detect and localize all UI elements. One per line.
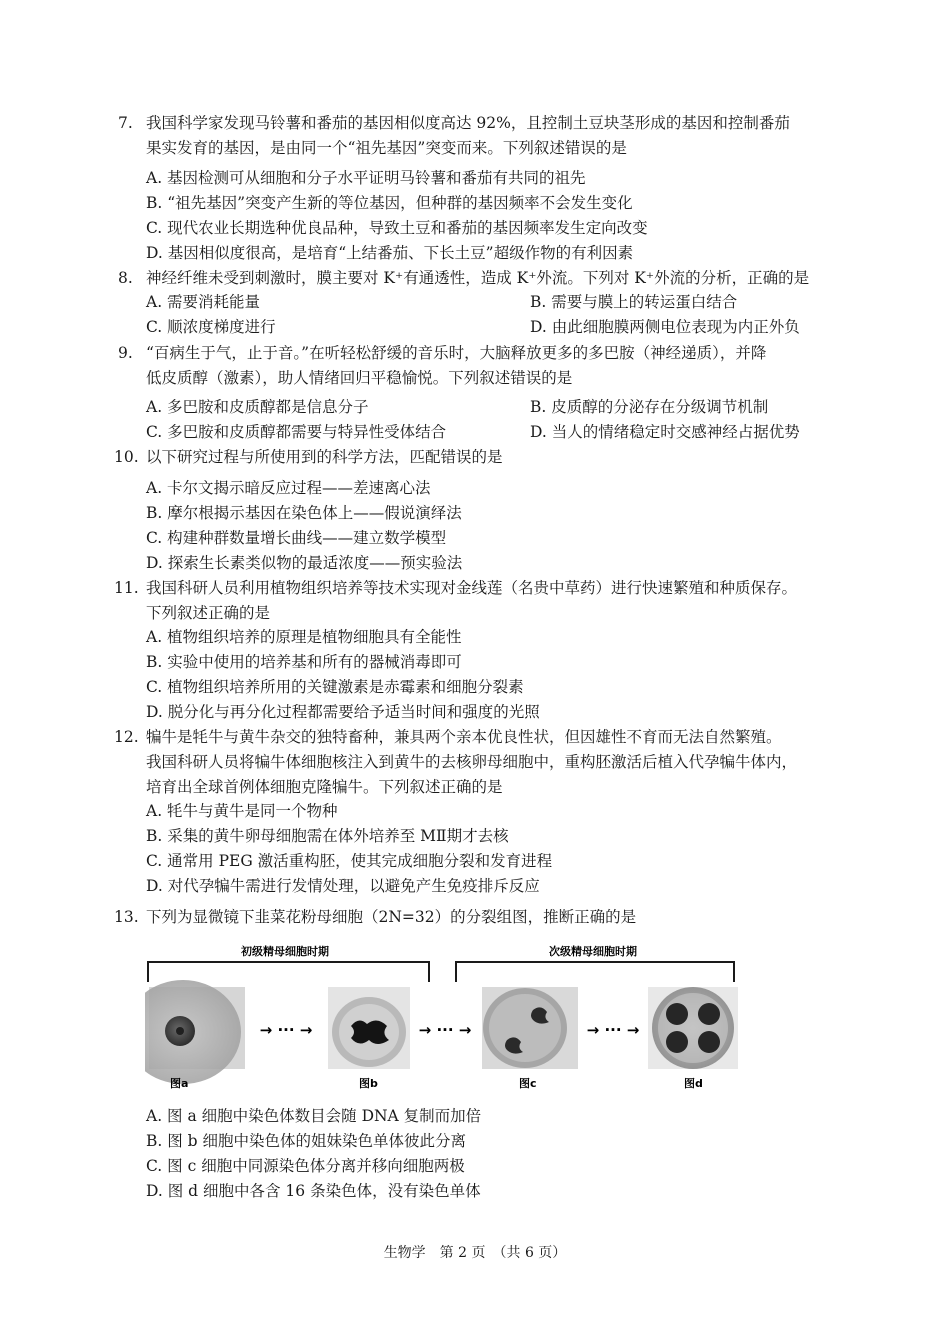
q9-stem-line1: “百病生于气，止于音。”在听轻松舒缓的音乐时，大脑释放更多的多巴胺（神经递质），并降 <box>146 344 767 362</box>
q7-option-a: A. 基因检测可从细胞和分子水平证明马铃薯和番茄有共同的祖先 <box>146 169 586 187</box>
q9-number: 9. <box>118 344 133 362</box>
q9-option-c: C. 多巴胺和皮质醇都需要与特异性受体结合 <box>146 423 447 441</box>
cell-division-figure <box>145 940 745 1100</box>
q11-number: 11. <box>114 579 139 597</box>
q10-number: 10. <box>114 448 139 466</box>
q13-number: 13. <box>114 908 139 926</box>
q8-option-a: A. 需要消耗能量 <box>146 293 261 311</box>
q7-stem-line2: 果实发育的基因，是由同一个“祖先基因”突变而来。下列叙述错误的是 <box>146 139 627 157</box>
panel-c <box>482 987 578 1069</box>
bracket-primary <box>148 962 429 982</box>
caption-b: 图b <box>359 1077 378 1090</box>
q12-number: 12. <box>114 728 139 746</box>
q8-option-c: C. 顺浓度梯度进行 <box>146 318 276 336</box>
caption-a: 图a <box>170 1077 189 1090</box>
q8-option-d: D. 由此细胞膜两侧电位表现为内正外负 <box>530 318 800 336</box>
panel-d <box>648 987 738 1069</box>
q11-option-d: D. 脱分化与再分化过程都需要给予适当时间和强度的光照 <box>146 703 540 721</box>
q12-stem-line3: 培育出全球首例体细胞克隆犏牛。下列叙述正确的是 <box>146 778 503 796</box>
caption-c: 图c <box>519 1077 537 1090</box>
q11-stem-line1: 我国科研人员利用植物组织培养等技术实现对金线莲（名贵中草药）进行快速繁殖和种质保存。 <box>146 579 798 597</box>
q9-option-b: B. 皮质醇的分泌存在分级调节机制 <box>530 398 769 416</box>
q10-option-b: B. 摩尔根揭示基因在染色体上——假说演绎法 <box>146 504 462 522</box>
q12-stem-line2: 我国科研人员将犏牛体细胞核注入到黄牛的去核卵母细胞中，重构胚激活后植入代孕犏牛体内， <box>146 753 798 771</box>
arrow-c-to-d: → ··· → <box>586 1021 640 1039</box>
panel-a <box>145 980 245 1084</box>
q10-option-c: C. 构建种群数量增长曲线——建立数学模型 <box>146 529 447 547</box>
q10-option-d: D. 探索生长素类似物的最适浓度——预实验法 <box>146 554 463 572</box>
q13-option-c: C. 图 c 细胞中同源染色体分离并移向细胞两极 <box>146 1157 465 1175</box>
figure-svg <box>145 940 745 1100</box>
stage-primary-label: 初级精母细胞时期 <box>241 945 329 958</box>
q12-option-a: A. 牦牛与黄牛是同一个物种 <box>146 802 338 820</box>
q9-stem-line2: 低皮质醇（激素），助人情绪回归平稳愉悦。下列叙述错误的是 <box>146 369 573 387</box>
page-footer: 生物学 第 2 页 （共 6 页） <box>383 1245 567 1261</box>
q11-option-c: C. 植物组织培养所用的关键激素是赤霉素和细胞分裂素 <box>146 678 524 696</box>
arrow-a-to-b: → ··· → <box>259 1021 313 1039</box>
bracket-secondary <box>456 962 734 982</box>
q7-stem-line1: 我国科学家发现马铃薯和番茄的基因相似度高达 92%，且控制土豆块茎形成的基因和控制番茄 <box>146 114 790 132</box>
q7-option-b: B. “祖先基因”突变产生新的等位基因，但种群的基因频率不会发生变化 <box>146 194 633 212</box>
arrow-b-to-c: → ··· → <box>418 1021 472 1039</box>
q11-option-b: B. 实验中使用的培养基和所有的器械消毒即可 <box>146 653 462 671</box>
q13-option-b: B. 图 b 细胞中染色体的姐妹染色单体彼此分离 <box>146 1132 467 1150</box>
q9-option-d: D. 当人的情绪稳定时交感神经占据优势 <box>530 423 800 441</box>
q8-number: 8. <box>118 269 133 287</box>
q8-option-b: B. 需要与膜上的转运蛋白结合 <box>530 293 738 311</box>
q7-option-d: D. 基因相似度很高，是培育“上结番茄、下长土豆”超级作物的有利因素 <box>146 244 634 262</box>
q8-stem: 神经纤维未受到刺激时，膜主要对 K⁺有通透性，造成 K⁺外流。下列对 K⁺外流的分析，正确的是 <box>146 269 810 287</box>
q9-option-a: A. 多巴胺和皮质醇都是信息分子 <box>146 398 369 416</box>
q13-option-a: A. 图 a 细胞中染色体数目会随 DNA 复制而加倍 <box>146 1107 482 1125</box>
caption-d: 图d <box>684 1077 703 1090</box>
q11-stem-line2: 下列叙述正确的是 <box>146 604 271 622</box>
q10-option-a: A. 卡尔文揭示暗反应过程——差速离心法 <box>146 479 431 497</box>
q13-stem: 下列为显微镜下韭菜花粉母细胞（2N=32）的分裂组图，推断正确的是 <box>146 908 637 926</box>
q12-option-b: B. 采集的黄牛卵母细胞需在体外培养至 MⅡ期才去核 <box>146 827 509 845</box>
q12-option-c: C. 通常用 PEG 激活重构胚，使其完成细胞分裂和发育进程 <box>146 852 553 870</box>
panel-b <box>328 987 410 1069</box>
q7-number: 7. <box>118 114 133 132</box>
q7-option-c: C. 现代农业长期选种优良品种，导致土豆和番茄的基因频率发生定向改变 <box>146 219 648 237</box>
stage-secondary-label: 次级精母细胞时期 <box>549 945 637 958</box>
q11-option-a: A. 植物组织培养的原理是植物细胞具有全能性 <box>146 628 462 646</box>
q12-stem-line1: 犏牛是牦牛与黄牛杂交的独特畜种，兼具两个亲本优良性状，但因雄性不育而无法自然繁殖。 <box>146 728 782 746</box>
q12-option-d: D. 对代孕犏牛需进行发情处理，以避免产生免疫排斥反应 <box>146 877 540 895</box>
q10-stem: 以下研究过程与所使用到的科学方法，匹配错误的是 <box>146 448 503 466</box>
q13-option-d: D. 图 d 细胞中各含 16 条染色体，没有染色单体 <box>146 1182 481 1200</box>
